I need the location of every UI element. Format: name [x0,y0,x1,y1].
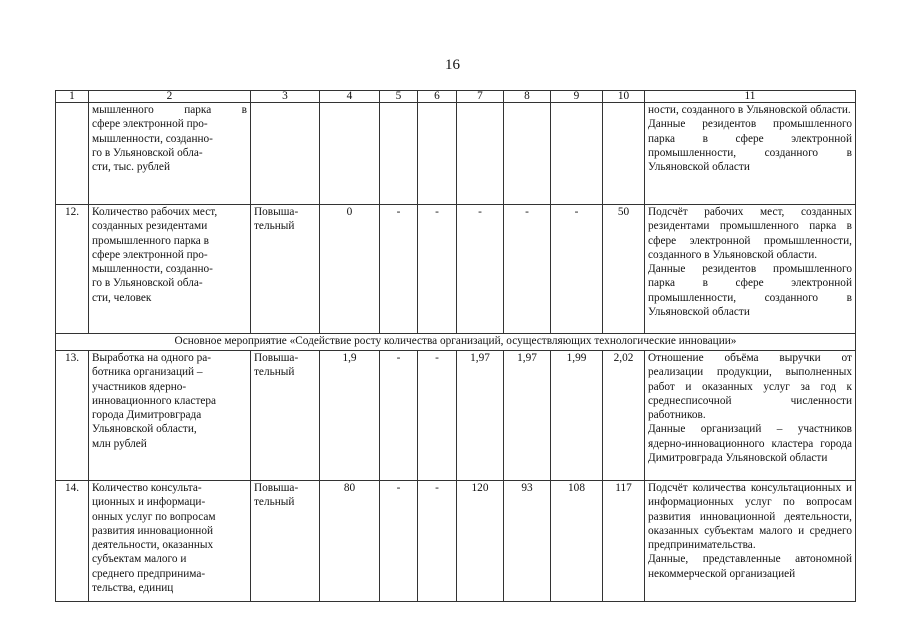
column-header: 5 [380,91,418,103]
indicator-line: мышленности, созданно- [92,263,213,276]
indicator-line: онных услуг по вопросам [92,510,216,523]
value-cell: 80 [320,481,380,602]
method-paragraph: Данные организаций – участников ядерно-инновационного кластера города Димитровграда Ульяновской области [648,423,852,465]
table-row [56,103,856,205]
indicator-cell [89,351,251,481]
value-cell: 120 [457,481,504,602]
method-cell [645,481,856,602]
value-cell: 1,97 [457,351,504,481]
indicator-line: ционных и информаци- [92,496,206,509]
row-number: 14. [56,481,89,602]
column-header: 9 [551,91,603,103]
method-paragraph: Отношение объёма выручки от реализации продукции, выполненных работ и оказанных услуг за год к среднесписочной численности работников. [648,352,852,422]
indicator-line: Выработка на одного ра- [92,352,212,364]
type-cell [251,205,320,334]
type-cell [251,351,320,481]
method-paragraph: Данные резидентов промышленного парка в сфере электронной промышленности, созданного в Ульяновской области [648,263,852,319]
indicator-line: тельства, единиц [92,582,174,595]
value-cell: 1,9 [320,351,380,481]
type-line: тельный [254,366,295,379]
column-header: 3 [251,91,320,103]
column-header: 8 [504,91,551,103]
method-paragraph: ности, созданного в Ульяновской области. [648,104,851,116]
section-row [56,334,856,351]
indicator-cell [89,205,251,334]
indicator-line: сфере электронной про- [92,118,208,131]
method-paragraph: Подсчёт количества консультационных и информационных услуг по вопросам развития инновационной деятельности, оказанных субъектам малого и среднего предпринимательства. [648,482,852,552]
value-cell: 1,99 [551,351,603,481]
value-cell: 0 [320,205,380,334]
value-cell: - [457,205,504,334]
header-row [56,91,856,103]
row-number [56,103,89,205]
page-number: 16 [445,57,460,73]
indicator-line: го в Ульяновской обла- [92,277,203,290]
method-paragraph: Данные, представленные автономной некоммерческой организацией [648,553,852,580]
indicator-line: сфере электронной про- [92,248,208,261]
type-line: Повыша- [254,206,299,218]
indicator-line: развития инновационной [92,524,214,537]
indicator-line: сти, человек [92,291,152,304]
indicators-table [55,90,856,602]
indicator-cell [89,481,251,602]
indicator-line: деятельности, оказанных [92,539,214,552]
value-cell: - [418,481,457,602]
table-row [56,205,856,334]
method-paragraph: Данные резидентов промышленного парка в сфере электронной промышленности, созданного в Ульяновской области [648,118,852,174]
table-row [56,481,856,602]
indicator-line: мышленности, созданно- [92,132,213,145]
value-cell: - [418,205,457,334]
value-cell: 108 [551,481,603,602]
row-number: 13. [56,351,89,481]
indicator-line: го в Ульяновской обла- [92,146,203,159]
value-cell: 117 [603,481,645,602]
indicator-line: Ульяновской области, [92,423,197,436]
value-cell [380,103,418,205]
value-cell: - [418,351,457,481]
type-line: тельный [254,496,295,509]
indicator-line: города Димитровграда [92,409,202,422]
column-header: 4 [320,91,380,103]
method-cell [645,351,856,481]
indicator-line: субъектам малого и [92,553,187,566]
indicator-line: Количество рабочих мест, [92,206,218,218]
indicator-line: инновационного кластера [92,394,217,407]
value-cell: 93 [504,481,551,602]
method-cell [645,205,856,334]
row-number: 12. [56,205,89,334]
value-cell: - [380,481,418,602]
type-line: тельный [254,220,295,233]
column-header: 11 [645,91,856,103]
value-cell: 1,97 [504,351,551,481]
indicator-line: созданных резидентами [92,220,208,233]
indicator-line: Количество консульта- [92,482,202,494]
value-cell [551,103,603,205]
type-cell [251,103,320,205]
value-cell [418,103,457,205]
indicator-line: ботника организаций – [92,366,203,379]
section-title: Основное мероприятие «Содействие росту количества организаций, осуществляющих технологические инновации» [56,334,856,351]
value-cell: - [551,205,603,334]
value-cell [457,103,504,205]
column-header: 7 [457,91,504,103]
column-header: 1 [56,91,89,103]
column-header: 2 [89,91,251,103]
type-line: Повыша- [254,482,299,494]
value-cell: - [380,351,418,481]
column-header: 6 [418,91,457,103]
indicator-cell [89,103,251,205]
type-cell [251,481,320,602]
indicator-line: участников ядерно- [92,380,187,393]
type-line: Повыша- [254,352,299,364]
value-cell: 50 [603,205,645,334]
method-paragraph: Подсчёт рабочих мест, созданных резидентами промышленного парка в сфере электронной промышленности, созданного в Ульяновской области. [648,206,852,261]
value-cell [320,103,380,205]
indicator-line: мышленного парка в [92,104,247,116]
indicator-line: млн рублей [92,437,147,450]
value-cell: - [504,205,551,334]
value-cell [603,103,645,205]
value-cell [504,103,551,205]
table-row [56,351,856,481]
value-cell: - [380,205,418,334]
value-cell: 2,02 [603,351,645,481]
column-header: 10 [603,91,645,103]
indicator-line: среднего предпринима- [92,567,206,580]
indicator-line: промышленного парка в [92,234,209,247]
method-cell [645,103,856,205]
indicator-line: сти, тыс. рублей [92,161,170,174]
